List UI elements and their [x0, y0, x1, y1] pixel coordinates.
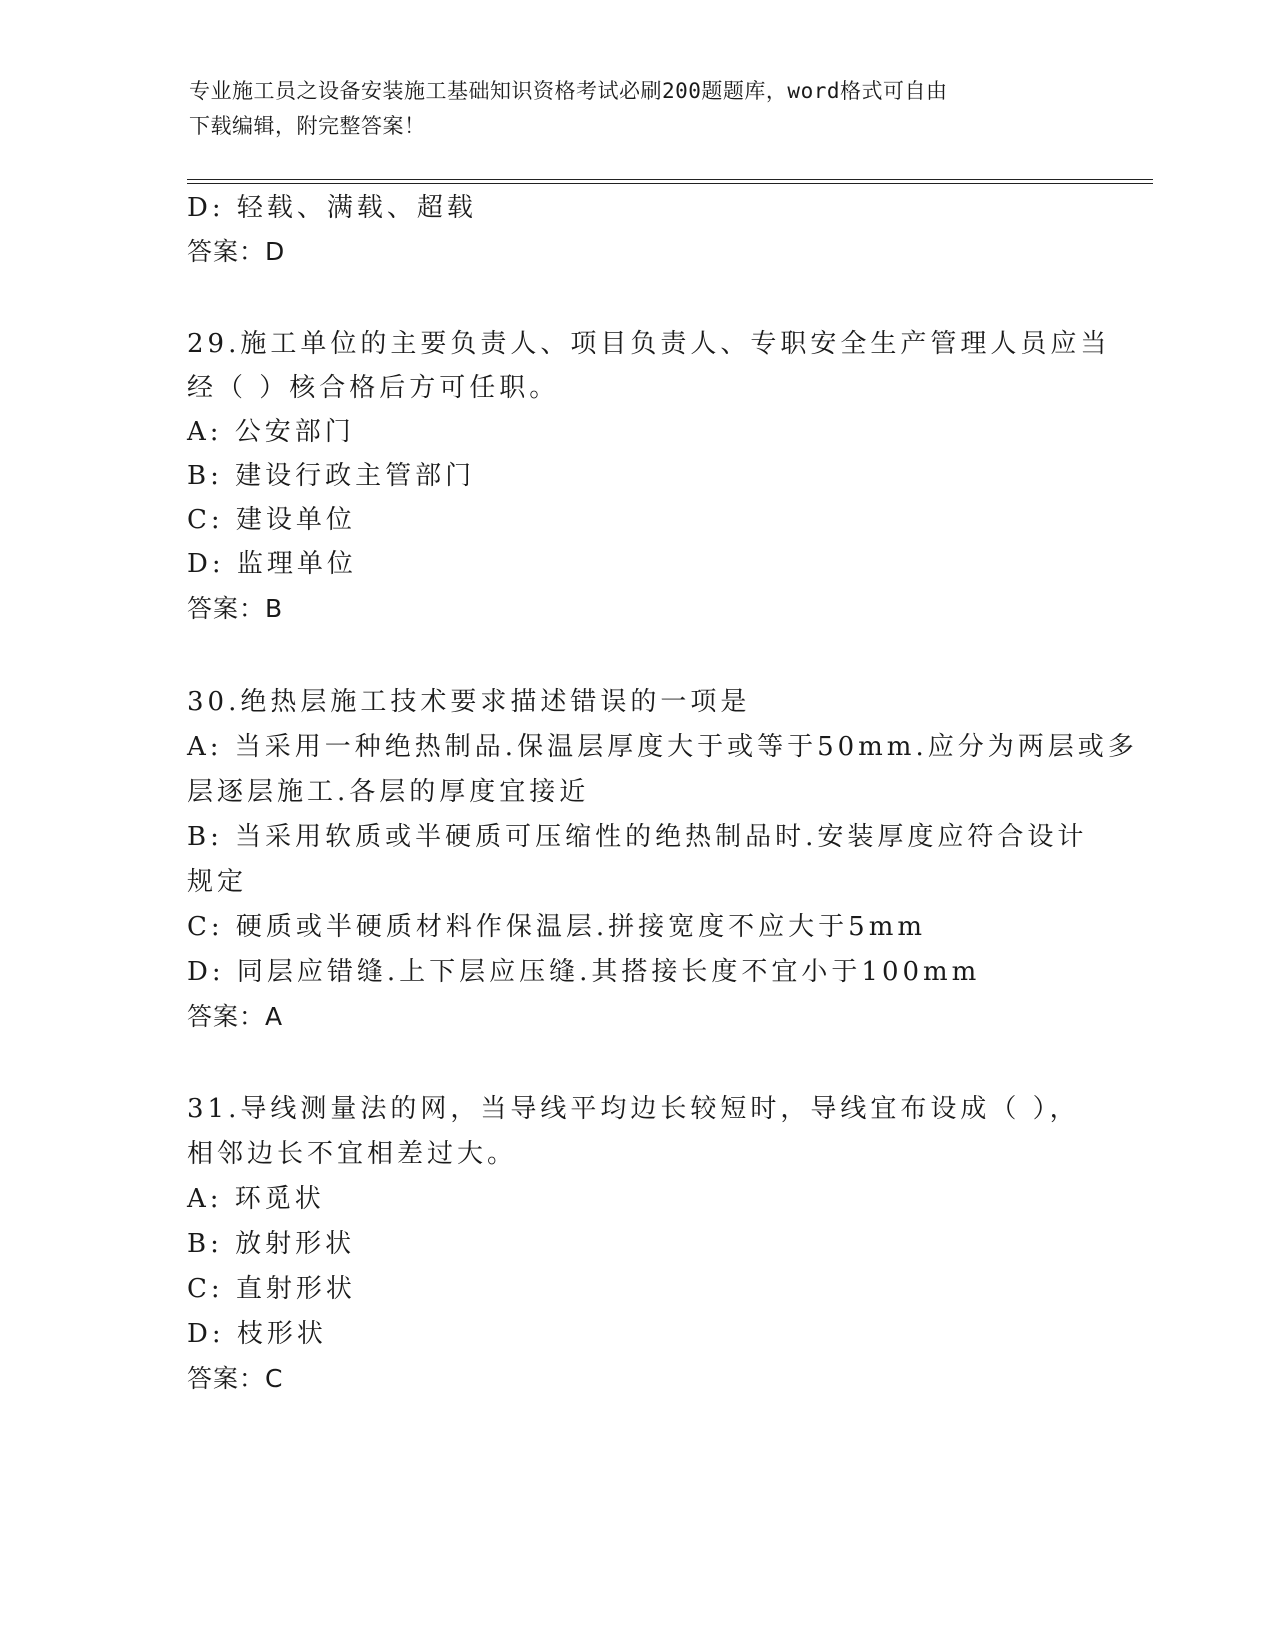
header-line-2: 下载编辑，附完整答案！	[189, 114, 426, 138]
q30-option-a-line-2: 层逐层施工.各层的厚度宜接近	[187, 777, 590, 807]
q29-stem-line-1: 29.施工单位的主要负责人、项目负责人、专职安全生产管理人员应当	[187, 329, 1111, 359]
header-line-1: 专业施工员之设备安装施工基础知识资格考试必刷200题题库，word格式可自由	[189, 79, 948, 103]
q30-option-b-line-2: 规定	[187, 867, 248, 897]
q31-stem-line-2: 相邻边长不宜相差过大。	[187, 1139, 518, 1169]
document-header	[189, 74, 1089, 144]
q29-answer: 答案：B	[187, 594, 284, 623]
q31-stem-line-1: 31.导线测量法的网，当导线平均边长较短时，导线宜布设成（ ），	[187, 1094, 1080, 1124]
q30-answer: 答案：A	[187, 1002, 284, 1031]
q30-option-c: C: 硬质或半硬质材料作保温层.拼接宽度不应大于5mm	[187, 912, 927, 942]
q30-stem: 30.绝热层施工技术要求描述错误的一项是	[187, 687, 751, 717]
q31-option-d: D: 枝形状	[187, 1319, 327, 1349]
q29-stem-line-2: 经（ ）核合格后方可任职。	[187, 373, 560, 403]
q30-option-b-line-1: B: 当采用软质或半硬质可压缩性的绝热制品时.安装厚度应符合设计	[187, 822, 1088, 852]
q29-option-b: B: 建设行政主管部门	[187, 461, 476, 491]
q31-option-a: A: 环觅状	[187, 1184, 325, 1214]
q31-answer: 答案：C	[187, 1364, 284, 1393]
header-divider-bottom	[187, 183, 1153, 184]
q29-option-d: D: 监理单位	[187, 549, 357, 579]
q31-option-b: B: 放射形状	[187, 1229, 356, 1259]
q30-option-a-line-1: A: 当采用一种绝热制品.保温层厚度大于或等于50mm.应分为两层或多	[187, 732, 1138, 762]
q30-option-d: D: 同层应错缝.上下层应压缝.其搭接长度不宜小于100mm	[187, 957, 981, 987]
q29-option-a: A: 公安部门	[187, 417, 355, 447]
header-divider-top	[187, 179, 1153, 180]
q28-option-d: D: 轻载、满载、超载	[187, 193, 477, 223]
q28-answer: 答案：D	[187, 237, 286, 266]
q31-option-c: C: 直射形状	[187, 1274, 356, 1304]
q29-option-c: C: 建设单位	[187, 505, 356, 535]
